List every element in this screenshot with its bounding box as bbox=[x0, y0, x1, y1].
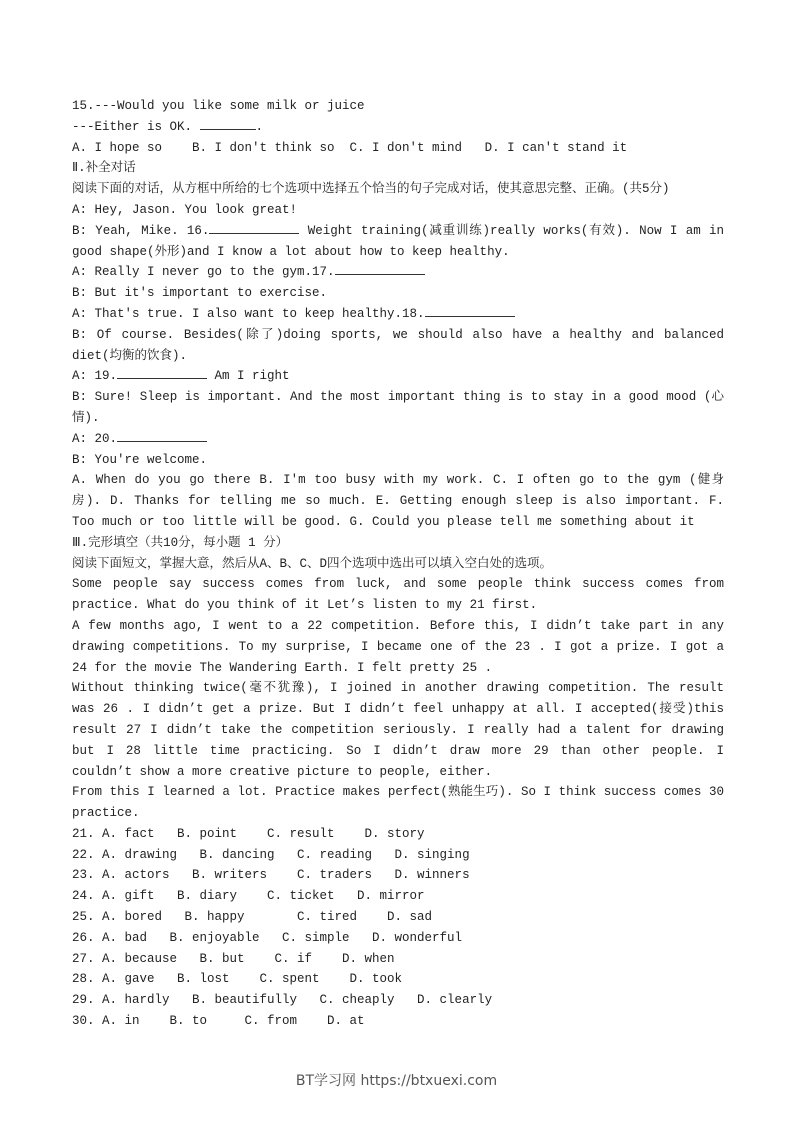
passage-paragraph: Some people say success comes from luck, and some people think success comes from practice. What do you think of it Let’s listen to my 21 first. bbox=[72, 577, 724, 613]
dialogue-text: B: You're welcome. bbox=[72, 452, 208, 467]
exam-page bbox=[72, 96, 724, 1032]
answer-blank-20 bbox=[117, 429, 207, 442]
answer-blank-16 bbox=[209, 221, 299, 234]
cloze-option-row: 28. A. gave B. lost C. spent D. took bbox=[72, 972, 403, 987]
dialogue-line bbox=[72, 304, 724, 325]
q15-options: A. I hope so B. I don't think so C. I don't mind D. I can't stand it bbox=[72, 140, 628, 155]
dialogue-line bbox=[72, 429, 724, 450]
dialogue-text: A: That's true. I also want to keep healthy.18. bbox=[72, 306, 425, 321]
dialogue-text: A: Really I never go to the gym.17. bbox=[72, 265, 335, 280]
q15-reply-end: . bbox=[255, 119, 264, 134]
cloze-option-row: 23. A. actors B. writers C. traders D. winners bbox=[72, 868, 470, 883]
cloze-option-row: 26. A. bad B. enjoyable C. simple D. wonderful bbox=[72, 930, 463, 945]
cloze-option-row: 24. A. gift B. diary C. ticket D. mirror bbox=[72, 889, 425, 904]
dialogue-text: A: Hey, Jason. You look great! bbox=[72, 202, 298, 217]
dialogue-line bbox=[72, 283, 724, 304]
q15-stem: 15.---Would you like some milk or juice bbox=[72, 99, 365, 113]
section3-instructions: 阅读下面短文，掌握大意，然后从A、B、C、D四个选项中选出可以填入空白处的选项。 bbox=[72, 556, 553, 571]
dialogue-text: B: But it's important to exercise. bbox=[72, 286, 328, 301]
section2-instructions: 阅读下面的对话，从方框中所给的七个选项中选择五个恰当的句子完成对话，使其意思完整、正确。(共5分) bbox=[72, 182, 670, 197]
dialogue-text: B: Sure! Sleep is important. And the most important thing is to stay in a good mood (心情). bbox=[72, 390, 724, 425]
section3-title: Ⅲ.完形填空（共10分，每小题 1 分） bbox=[72, 535, 289, 550]
passage-paragraph: A few months ago, I went to a 22 competition. Before this, I didn’t take part in any drawing competitions. To my surprise, I became one of the 23 . I got a prize. I got a 24 for the movie The Wandering Earth. I felt pretty 25 . bbox=[72, 618, 724, 675]
answer-blank-17 bbox=[335, 262, 425, 275]
q15-reply-text: ---Either is OK. bbox=[72, 119, 193, 134]
answer-blank-19 bbox=[117, 366, 207, 379]
site-watermark: BT学习网 https://btxuexi.com bbox=[295, 1073, 498, 1089]
dialogue-text: Am I right bbox=[207, 369, 290, 384]
cloze-option-row: 29. A. hardly B. beautifully C. cheaply D. clearly bbox=[72, 993, 493, 1008]
dialogue-text: B: Of course. Besides(除了)doing sports, we should also have a healthy and balanced diet(均衡的饮食). bbox=[72, 327, 724, 363]
cloze-option-row: 21. A. fact B. point C. result D. story bbox=[72, 826, 425, 841]
dialogue-line bbox=[72, 221, 724, 263]
cloze-option-row: 27. A. because B. but C. if D. when bbox=[72, 951, 395, 966]
dialogue-line bbox=[72, 325, 724, 367]
passage-paragraph: Without thinking twice(毫不犹豫), I joined in another drawing competition. The result was 26 . I didn’t get a prize. But I didn’t feel unhappy at all. I accepted(接受)this result 27 I didn’t take the competition seriously. I really had a talent for drawing but I 28 little time practicing. So I didn’t draw more 29 than other people. I couldn’t show a more creative picture to people, either. bbox=[72, 681, 724, 779]
section2-title: Ⅱ.补全对话 bbox=[72, 161, 136, 176]
cloze-option-row: 22. A. drawing B. dancing C. reading D. singing bbox=[72, 847, 470, 862]
answer-blank-18 bbox=[425, 304, 515, 317]
dialogue-line bbox=[72, 262, 724, 283]
cloze-option-row: 30. A. in B. to C. from D. at bbox=[72, 1014, 365, 1029]
dialogue-text: Weight training(减重训练)really works(有效). Now I am in good shape(外形)and I know a lot about how to keep healthy. bbox=[72, 223, 724, 259]
cloze-option-row: 25. A. bored B. happy C. tired D. sad bbox=[72, 910, 433, 925]
dialogue-line bbox=[72, 366, 724, 387]
dialogue-text: A: 20. bbox=[72, 431, 118, 446]
dialogue-line bbox=[72, 450, 724, 471]
q15-reply bbox=[72, 117, 724, 138]
section2-choices: A. When do you go there B. I'm too busy with my work. C. I often go to the gym (健身房). D. Thanks for telling me so much. E. Getting enough sleep is also important. F. Too much or too little will be good. G. Could you please tell me something about it bbox=[72, 473, 724, 529]
dialogue-text: B: Yeah, Mike. 16. bbox=[72, 223, 210, 238]
answer-blank bbox=[200, 117, 256, 130]
dialogue-text: A: 19. bbox=[72, 369, 118, 384]
passage-paragraph: From this I learned a lot. Practice makes perfect(熟能生巧). So I think success comes 30 practice. bbox=[72, 785, 724, 821]
dialogue-line bbox=[72, 387, 724, 429]
dialogue-line bbox=[72, 200, 724, 221]
